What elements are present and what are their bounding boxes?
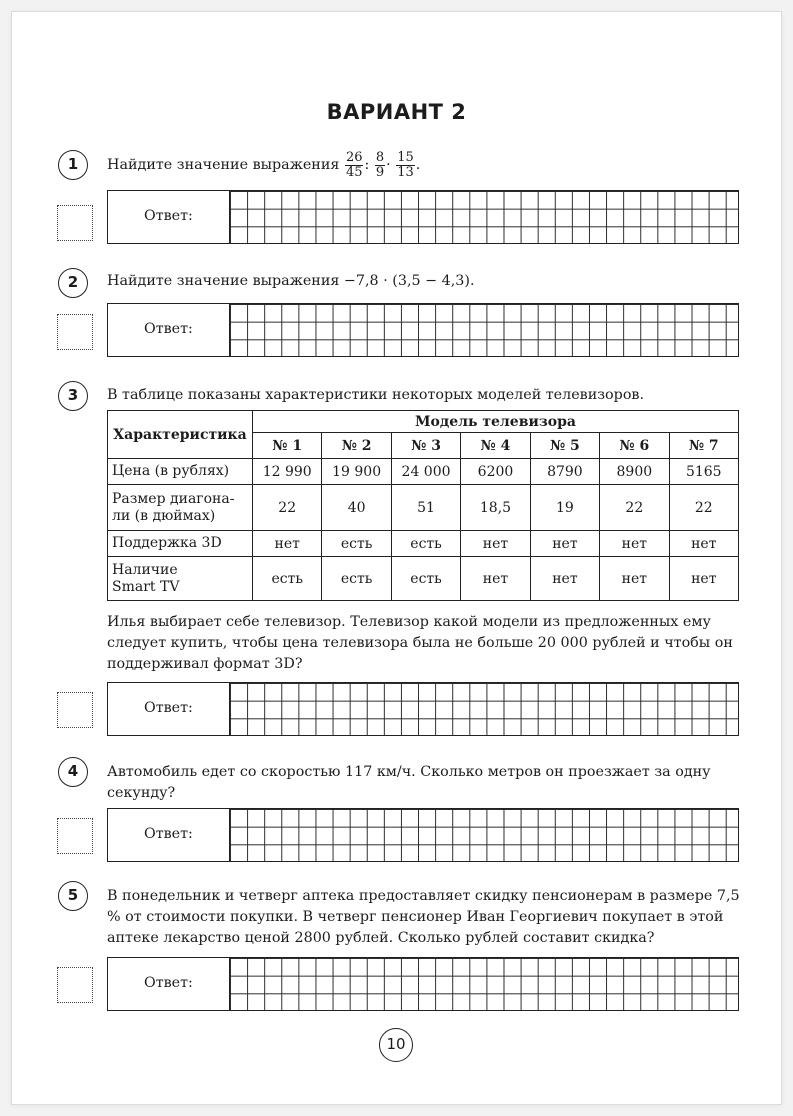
- answer-label: Ответ:: [144, 975, 193, 991]
- table-cell: 6200: [461, 459, 530, 485]
- answer-grid[interactable]: [229, 809, 738, 861]
- task-2-number: 2: [58, 268, 88, 298]
- task-1-prompt: Найдите значение выражения: [107, 157, 340, 173]
- task-3-answer-field[interactable]: [107, 682, 739, 736]
- answer-label: Ответ:: [144, 321, 193, 337]
- header-characteristic: Характеристика: [108, 411, 253, 459]
- table-cell: 22: [600, 485, 669, 531]
- model-header: № 6: [600, 433, 669, 459]
- task-1-score-box: [57, 205, 93, 241]
- fraction-1-num: 26: [345, 149, 363, 165]
- table-cell: 8900: [600, 459, 669, 485]
- fraction-1: [345, 151, 364, 180]
- model-header: № 1: [253, 433, 322, 459]
- operator-period: .: [415, 157, 421, 173]
- row-label-line-2: Smart TV: [112, 578, 180, 595]
- table-cell: есть: [322, 531, 391, 557]
- row-label: Поддержка 3D: [108, 531, 253, 557]
- table-cell: нет: [253, 531, 322, 557]
- task-4-answer-field[interactable]: [107, 808, 739, 862]
- answer-label: Ответ:: [144, 700, 193, 716]
- table-cell: нет: [600, 531, 669, 557]
- table-cell: 19 900: [322, 459, 391, 485]
- table-cell: 22: [669, 485, 738, 531]
- row-label-line-1: Наличие: [112, 561, 178, 578]
- task-2-answer-field[interactable]: [107, 303, 739, 357]
- row-label: Цена (в рублях): [108, 459, 253, 485]
- answer-label: Ответ:: [144, 826, 193, 842]
- fraction-1-den: 45: [345, 164, 363, 180]
- fraction-2-num: 8: [375, 149, 385, 165]
- table-cell: есть: [253, 557, 322, 601]
- table-cell: нет: [461, 531, 530, 557]
- task-4-text: Автомобиль едет со скоростью 117 км/ч. Сколько метров он проезжает за одну секунду?: [107, 764, 711, 801]
- task-1-answer-field[interactable]: [107, 190, 739, 244]
- task-5-score-box: [57, 967, 93, 1003]
- task-3-text: В таблице показаны характеристики некоторых моделей телевизоров.: [107, 387, 645, 403]
- table-cell: 40: [322, 485, 391, 531]
- table-cell: 12 990: [253, 459, 322, 485]
- answer-grid[interactable]: [229, 958, 738, 1010]
- table-cell: 5165: [669, 459, 738, 485]
- fraction-2-den: 9: [375, 164, 385, 180]
- table-cell: 24 000: [391, 459, 460, 485]
- table-cell: нет: [461, 557, 530, 601]
- fraction-3-num: 15: [397, 149, 414, 165]
- fraction-2: [375, 151, 385, 180]
- table-cell: есть: [322, 557, 391, 601]
- answer-grid[interactable]: [229, 191, 738, 243]
- table-row-diagonal: [108, 485, 739, 531]
- task-4-score-box: [57, 818, 93, 854]
- table-cell: есть: [391, 557, 460, 601]
- table-row-smart-tv: [108, 557, 739, 601]
- answer-label: Ответ:: [144, 208, 193, 224]
- task-3-score-box: [57, 692, 93, 728]
- table-cell: нет: [530, 531, 599, 557]
- answer-grid[interactable]: [229, 683, 738, 735]
- task-5-number: 5: [58, 881, 88, 911]
- operator-multiply: ·: [386, 157, 391, 173]
- task-5-text: В понедельник и четверг аптека предоставляет скидку пенсионерам в размере 7,5 % от стоимости покупки. В четверг пенсионер Иван Георгиевич покупает в этой аптеке лекарство ценой 2800 рублей. Сколько рублей составит скидка?: [107, 888, 740, 946]
- task-5-answer-field[interactable]: [107, 957, 739, 1011]
- row-label-line-1: Размер диагона-: [112, 490, 235, 507]
- page-number: 10: [379, 1028, 413, 1062]
- operator-divide: :: [364, 157, 370, 173]
- table-cell: 51: [391, 485, 460, 531]
- table-cell: 22: [253, 485, 322, 531]
- model-header: № 7: [669, 433, 738, 459]
- table-row-price: [108, 459, 739, 485]
- answer-grid[interactable]: [229, 304, 738, 356]
- table-cell: 19: [530, 485, 599, 531]
- table-cell: нет: [669, 557, 738, 601]
- fraction-3: [396, 151, 415, 180]
- task-3-number: 3: [58, 381, 88, 411]
- model-header: № 5: [530, 433, 599, 459]
- variant-title: ВАРИАНТ 2: [326, 100, 467, 124]
- row-label-line-2: ли (в дюймах): [112, 507, 216, 524]
- task-1-text: [107, 150, 747, 180]
- table-cell: есть: [391, 531, 460, 557]
- table-cell: нет: [530, 557, 599, 601]
- model-header: № 2: [322, 433, 391, 459]
- model-header: № 4: [461, 433, 530, 459]
- fraction-3-den: 13: [397, 164, 414, 180]
- task-2-text: Найдите значение выражения −7,8 · (3,5 − 4,3).: [107, 273, 475, 289]
- header-model: Модель телевизора: [253, 411, 739, 433]
- table-cell: 8790: [530, 459, 599, 485]
- model-header: № 3: [391, 433, 460, 459]
- task-2-score-box: [57, 314, 93, 350]
- tv-characteristics-table: [107, 410, 739, 601]
- table-cell: 18,5: [461, 485, 530, 531]
- task-4-number: 4: [58, 757, 88, 787]
- row-label: [108, 557, 253, 601]
- task-3-question: Илья выбирает себе телевизор. Телевизор какой модели из предложенных ему следует купить, чтобы цена телевизора была не больше 20 000 рублей и чтобы он поддерживал формат 3D?: [107, 614, 733, 672]
- row-label: [108, 485, 253, 531]
- table-row-3d: [108, 531, 739, 557]
- table-cell: нет: [669, 531, 738, 557]
- table-cell: нет: [600, 557, 669, 601]
- task-1-number: 1: [58, 150, 88, 180]
